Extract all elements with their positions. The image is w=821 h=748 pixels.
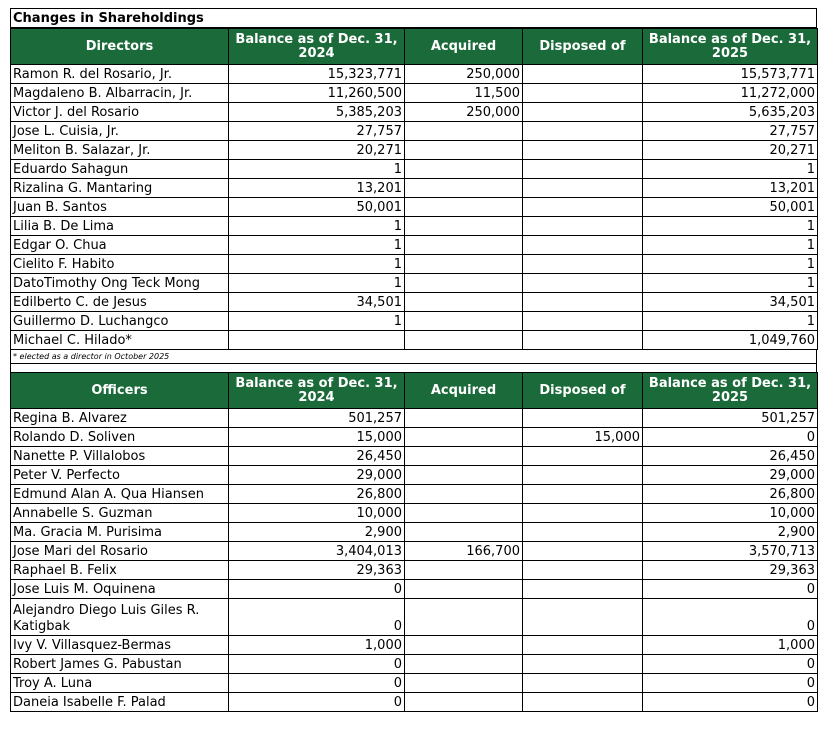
table-row (11, 674, 818, 693)
disposed-cell (523, 693, 643, 712)
name-cell: Peter V. Perfecto (11, 466, 229, 485)
balance-2025-cell: 15,573,771 (643, 65, 818, 84)
balance-2024-cell (229, 331, 405, 350)
name-cell: Jose L. Cuisia, Jr. (11, 122, 229, 141)
disposed-cell (523, 409, 643, 428)
balance-2025-cell: 5,635,203 (643, 103, 818, 122)
balance-2025-cell: 10,000 (643, 504, 818, 523)
table-row (11, 141, 818, 160)
balance-2025-cell: 0 (643, 674, 818, 693)
disposed-cell (523, 561, 643, 580)
balance-2024-cell: 0 (229, 693, 405, 712)
name-cell: Robert James G. Pabustan (11, 655, 229, 674)
disposed-cell (523, 160, 643, 179)
table-row (11, 179, 818, 198)
disposed-cell (523, 312, 643, 331)
balance-2024-cell: 0 (229, 580, 405, 599)
acquired-cell (405, 504, 523, 523)
name-cell: Annabelle S. Guzman (11, 504, 229, 523)
acquired-cell (405, 179, 523, 198)
balance-2025-cell: 26,450 (643, 447, 818, 466)
balance-2025-cell: 29,363 (643, 561, 818, 580)
disposed-cell (523, 179, 643, 198)
shareholdings-sheet (10, 8, 817, 712)
balance-2025-cell: 20,271 (643, 141, 818, 160)
balance-2025-header: Balance as of Dec. 31, 2025 (643, 29, 818, 65)
balance-2024-cell: 501,257 (229, 409, 405, 428)
table-row (11, 542, 818, 561)
balance-2024-cell: 0 (229, 655, 405, 674)
name-cell: Edmund Alan A. Qua Hiansen (11, 485, 229, 504)
disposed-cell (523, 636, 643, 655)
name-cell: Edilberto C. de Jesus (11, 293, 229, 312)
table-row (11, 160, 818, 179)
balance-2024-cell: 1 (229, 160, 405, 179)
table-row (11, 236, 818, 255)
table-row (11, 122, 818, 141)
acquired-cell (405, 141, 523, 160)
acquired-cell (405, 293, 523, 312)
balance-2025-cell: 1 (643, 274, 818, 293)
balance-2024-cell: 50,001 (229, 198, 405, 217)
balance-2024-cell: 11,260,500 (229, 84, 405, 103)
balance-2025-cell: 1 (643, 236, 818, 255)
balance-2024-cell: 29,000 (229, 466, 405, 485)
directors-body (11, 65, 818, 350)
balance-2024-cell: 0 (229, 599, 405, 636)
balance-2024-cell: 34,501 (229, 293, 405, 312)
officers-header-row (11, 373, 818, 409)
table-row (11, 274, 818, 293)
name-cell: Jose Mari del Rosario (11, 542, 229, 561)
acquired-cell (405, 312, 523, 331)
acquired-cell (405, 561, 523, 580)
table-row (11, 255, 818, 274)
acquired-cell (405, 236, 523, 255)
disposed-cell (523, 542, 643, 561)
balance-2024-cell: 27,757 (229, 122, 405, 141)
table-row (11, 331, 818, 350)
balance-2025-cell: 26,800 (643, 485, 818, 504)
acquired-header: Acquired (405, 29, 523, 65)
balance-2024-cell: 15,000 (229, 428, 405, 447)
acquired-cell: 11,500 (405, 84, 523, 103)
balance-2025-cell: 0 (643, 428, 818, 447)
acquired-cell (405, 331, 523, 350)
balance-2024-cell: 3,404,013 (229, 542, 405, 561)
balance-2024-cell: 1 (229, 236, 405, 255)
table-row (11, 693, 818, 712)
name-cell: Ma. Gracia M. Purisima (11, 523, 229, 542)
acquired-header: Acquired (405, 373, 523, 409)
disposed-cell (523, 331, 643, 350)
name-cell: Guillermo D. Luchangco (11, 312, 229, 331)
acquired-cell (405, 485, 523, 504)
balance-2025-cell: 3,570,713 (643, 542, 818, 561)
balance-2024-cell: 1 (229, 312, 405, 331)
table-row (11, 293, 818, 312)
balance-2024-cell: 29,363 (229, 561, 405, 580)
balance-2025-cell: 1 (643, 255, 818, 274)
name-cell: Lilia B. De Lima (11, 217, 229, 236)
name-cell: Regina B. Alvarez (11, 409, 229, 428)
acquired-cell (405, 274, 523, 293)
acquired-cell (405, 160, 523, 179)
balance-2025-header: Balance as of Dec. 31, 2025 (643, 373, 818, 409)
table-row (11, 504, 818, 523)
table-row (11, 655, 818, 674)
name-cell: Meliton B. Salazar, Jr. (11, 141, 229, 160)
balance-2024-cell: 2,900 (229, 523, 405, 542)
name-cell: Cielito F. Habito (11, 255, 229, 274)
disposed-cell (523, 198, 643, 217)
balance-2024-cell: 1 (229, 274, 405, 293)
acquired-cell (405, 655, 523, 674)
name-cell: Juan B. Santos (11, 198, 229, 217)
balance-2024-cell: 26,800 (229, 485, 405, 504)
acquired-cell (405, 255, 523, 274)
acquired-cell: 166,700 (405, 542, 523, 561)
disposed-cell (523, 466, 643, 485)
acquired-cell (405, 599, 523, 636)
table-row (11, 65, 818, 84)
table-row (11, 103, 818, 122)
balance-2025-cell: 34,501 (643, 293, 818, 312)
table-row (11, 428, 818, 447)
balance-2025-cell: 27,757 (643, 122, 818, 141)
acquired-cell (405, 636, 523, 655)
name-cell: Victor J. del Rosario (11, 103, 229, 122)
disposed-cell (523, 655, 643, 674)
disposed-cell (523, 274, 643, 293)
name-cell: Jose Luis M. Oquinena (11, 580, 229, 599)
balance-2024-cell: 10,000 (229, 504, 405, 523)
balance-2024-cell: 0 (229, 674, 405, 693)
balance-2024-header: Balance as of Dec. 31, 2024 (229, 29, 405, 65)
disposed-cell (523, 255, 643, 274)
table-row (11, 561, 818, 580)
balance-2025-cell: 501,257 (643, 409, 818, 428)
directors-table (10, 28, 818, 350)
table-row (11, 447, 818, 466)
balance-2025-cell: 11,272,000 (643, 84, 818, 103)
balance-2025-cell: 2,900 (643, 523, 818, 542)
balance-2025-cell: 0 (643, 599, 818, 636)
acquired-cell (405, 198, 523, 217)
directors-header: Directors (11, 29, 229, 65)
officers-header: Officers (11, 373, 229, 409)
name-cell: Nanette P. Villalobos (11, 447, 229, 466)
balance-2025-cell: 1 (643, 312, 818, 331)
disposed-cell (523, 293, 643, 312)
balance-2025-cell: 0 (643, 655, 818, 674)
table-row (11, 485, 818, 504)
disposed-cell: 15,000 (523, 428, 643, 447)
disposed-cell (523, 103, 643, 122)
directors-header-row (11, 29, 818, 65)
table-row (11, 409, 818, 428)
balance-2024-cell: 15,323,771 (229, 65, 405, 84)
disposed-cell (523, 599, 643, 636)
balance-2024-cell: 13,201 (229, 179, 405, 198)
officers-table (10, 372, 818, 712)
balance-2024-cell: 5,385,203 (229, 103, 405, 122)
name-cell: Magdaleno B. Albarracin, Jr. (11, 84, 229, 103)
acquired-cell (405, 409, 523, 428)
balance-2024-cell: 26,450 (229, 447, 405, 466)
balance-2025-cell: 29,000 (643, 466, 818, 485)
acquired-cell (405, 674, 523, 693)
acquired-cell (405, 523, 523, 542)
balance-2024-header: Balance as of Dec. 31, 2024 (229, 373, 405, 409)
balance-2024-cell: 1 (229, 217, 405, 236)
disposed-cell (523, 485, 643, 504)
disposed-cell (523, 84, 643, 103)
disposed-cell (523, 236, 643, 255)
disposed-cell (523, 122, 643, 141)
disposed-header: Disposed of (523, 29, 643, 65)
balance-2025-cell: 13,201 (643, 179, 818, 198)
name-cell: DatoTimothy Ong Teck Mong (11, 274, 229, 293)
disposed-cell (523, 580, 643, 599)
name-cell: Alejandro Diego Luis Giles R. Katigbak (11, 599, 229, 636)
balance-2025-cell: 1,049,760 (643, 331, 818, 350)
table-row (11, 84, 818, 103)
balance-2024-cell: 1,000 (229, 636, 405, 655)
name-cell: Eduardo Sahagun (11, 160, 229, 179)
table-row (11, 466, 818, 485)
name-cell: Raphael B. Felix (11, 561, 229, 580)
balance-2025-cell: 1 (643, 217, 818, 236)
balance-2024-cell: 1 (229, 255, 405, 274)
sheet-title: Changes in Shareholdings (10, 8, 817, 28)
officers-body (11, 409, 818, 712)
name-cell: Rizalina G. Mantaring (11, 179, 229, 198)
disposed-cell (523, 65, 643, 84)
disposed-cell (523, 141, 643, 160)
disposed-header: Disposed of (523, 373, 643, 409)
disposed-cell (523, 504, 643, 523)
disposed-cell (523, 447, 643, 466)
balance-2024-cell: 20,271 (229, 141, 405, 160)
acquired-cell (405, 122, 523, 141)
table-row (11, 312, 818, 331)
acquired-cell (405, 580, 523, 599)
acquired-cell: 250,000 (405, 65, 523, 84)
table-row (11, 217, 818, 236)
table-row (11, 636, 818, 655)
section-spacer (10, 364, 817, 372)
balance-2025-cell: 0 (643, 580, 818, 599)
name-cell: Rolando D. Soliven (11, 428, 229, 447)
name-cell: Ramon R. del Rosario, Jr. (11, 65, 229, 84)
acquired-cell: 250,000 (405, 103, 523, 122)
disposed-cell (523, 217, 643, 236)
name-cell: Troy A. Luna (11, 674, 229, 693)
balance-2025-cell: 0 (643, 693, 818, 712)
acquired-cell (405, 693, 523, 712)
acquired-cell (405, 217, 523, 236)
disposed-cell (523, 674, 643, 693)
name-cell: Michael C. Hilado* (11, 331, 229, 350)
table-row (11, 580, 818, 599)
disposed-cell (523, 523, 643, 542)
acquired-cell (405, 428, 523, 447)
name-cell: Edgar O. Chua (11, 236, 229, 255)
table-row (11, 599, 818, 636)
balance-2025-cell: 1,000 (643, 636, 818, 655)
footnote: * elected as a director in October 2025 (10, 350, 817, 364)
table-row (11, 523, 818, 542)
balance-2025-cell: 1 (643, 160, 818, 179)
acquired-cell (405, 447, 523, 466)
balance-2025-cell: 50,001 (643, 198, 818, 217)
acquired-cell (405, 466, 523, 485)
name-cell: Ivy V. Villasquez-Bermas (11, 636, 229, 655)
name-cell: Daneia Isabelle F. Palad (11, 693, 229, 712)
table-row (11, 198, 818, 217)
